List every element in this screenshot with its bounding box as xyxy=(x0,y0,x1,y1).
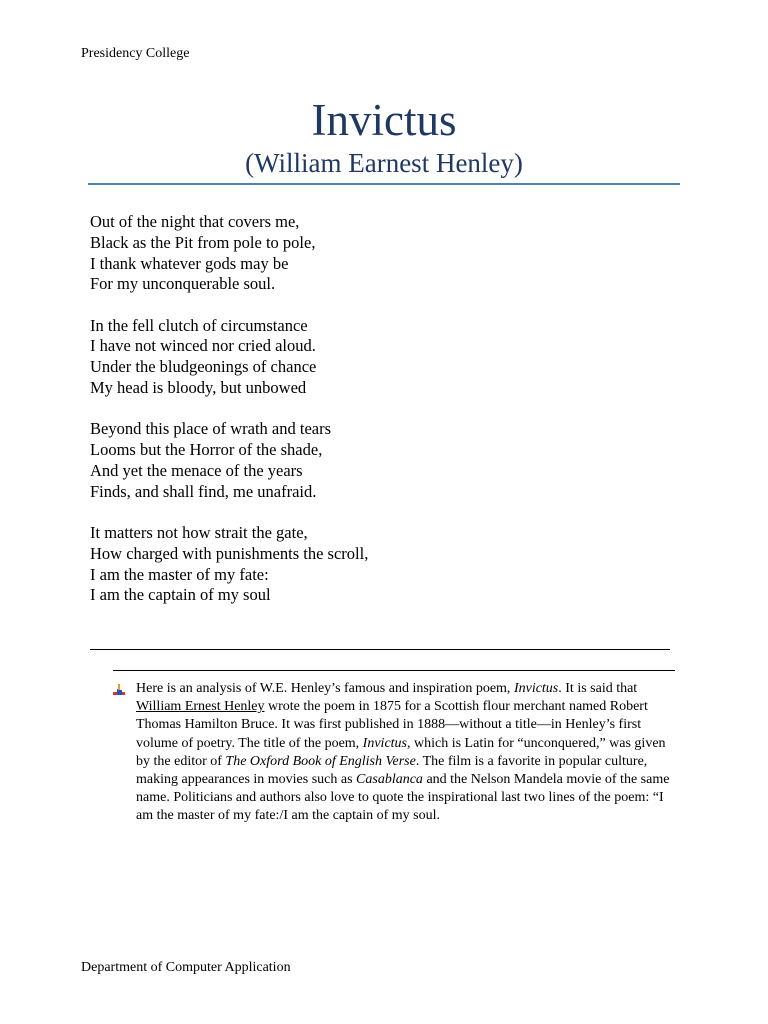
poem-line: In the fell clutch of circumstance xyxy=(90,315,308,335)
poem-line: Out of the night that covers me, xyxy=(90,212,300,231)
poem-line: Under the bludgeonings of chance xyxy=(90,357,317,377)
section-divider xyxy=(90,649,670,650)
stanza-3 xyxy=(90,419,690,502)
footer-department: Department of Computer Application xyxy=(81,960,291,975)
poem-line: It matters not how strait the gate, xyxy=(90,523,308,543)
poem-title: Invictus xyxy=(311,95,457,145)
analysis-note xyxy=(112,680,674,826)
note-title-italic: Invictus xyxy=(513,681,559,696)
section-divider xyxy=(113,670,675,671)
pointing-hand-bullet-icon xyxy=(112,683,126,697)
note-text-segment: Here is an analysis of W.E. Henley’s famous and inspiration poem, xyxy=(136,681,514,696)
note-book-italic: The Oxford Book of English Verse xyxy=(225,753,416,769)
note-film-italic: Casablanca xyxy=(356,772,423,788)
note-text-segment: . The film is a favorite in popular culture, making appearances in movies such as xyxy=(136,753,648,788)
stanza-1 xyxy=(90,212,690,295)
poem-line: How charged with punishments the scroll, xyxy=(90,543,369,563)
poem-line: Finds, and shall find, me unafraid. xyxy=(90,481,317,501)
poem-line: I am the captain of my soul xyxy=(90,585,271,605)
poem-line: Black as the Pit from pole to pole, xyxy=(90,232,316,252)
poem-line: I am the master of my fate: xyxy=(90,564,269,584)
note-text-segment: which is Latin for “unconquered,” was given by the editor of xyxy=(136,735,666,769)
note-text-segment: and the Nelson Mandela movie of the same name. Politicians and authors also love to quote the inspirational last two lines of the poem: “I am the master of my fate:/I am the captain of my soul. xyxy=(136,772,670,824)
poem-line: For my unconquerable soul. xyxy=(90,274,276,294)
title-divider xyxy=(88,183,680,185)
poem-author: (William Earnest Henley) xyxy=(245,148,523,178)
poem-line: I thank whatever gods may be xyxy=(90,253,289,273)
poem-line: My head is bloody, but unbowed xyxy=(90,378,307,398)
note-text-segment: wrote the poem in 1875 for a Scottish flour merchant named Robert Thomas Hamilton Bruce. It was first published in 1888—without a title—in Henley’s first volume of poetry. The title of the poem, xyxy=(136,699,648,751)
header-institution: Presidency College xyxy=(81,46,190,61)
poem-line: And yet the menace of the years xyxy=(90,460,303,480)
stanza-2 xyxy=(90,316,690,399)
poem-line: Beyond this place of wrath and tears xyxy=(90,419,332,439)
poem-body xyxy=(90,212,690,627)
analysis-paragraph xyxy=(136,680,674,826)
author-link[interactable]: William Ernest Henley xyxy=(136,699,265,715)
stanza-4 xyxy=(90,523,690,606)
poem-line: I have not winced nor cried aloud. xyxy=(90,336,316,356)
poem-line: Looms but the Horror of the shade, xyxy=(90,440,323,460)
note-text-segment: . It is said that xyxy=(558,681,638,696)
note-title-italic: Invictus, xyxy=(362,735,411,751)
